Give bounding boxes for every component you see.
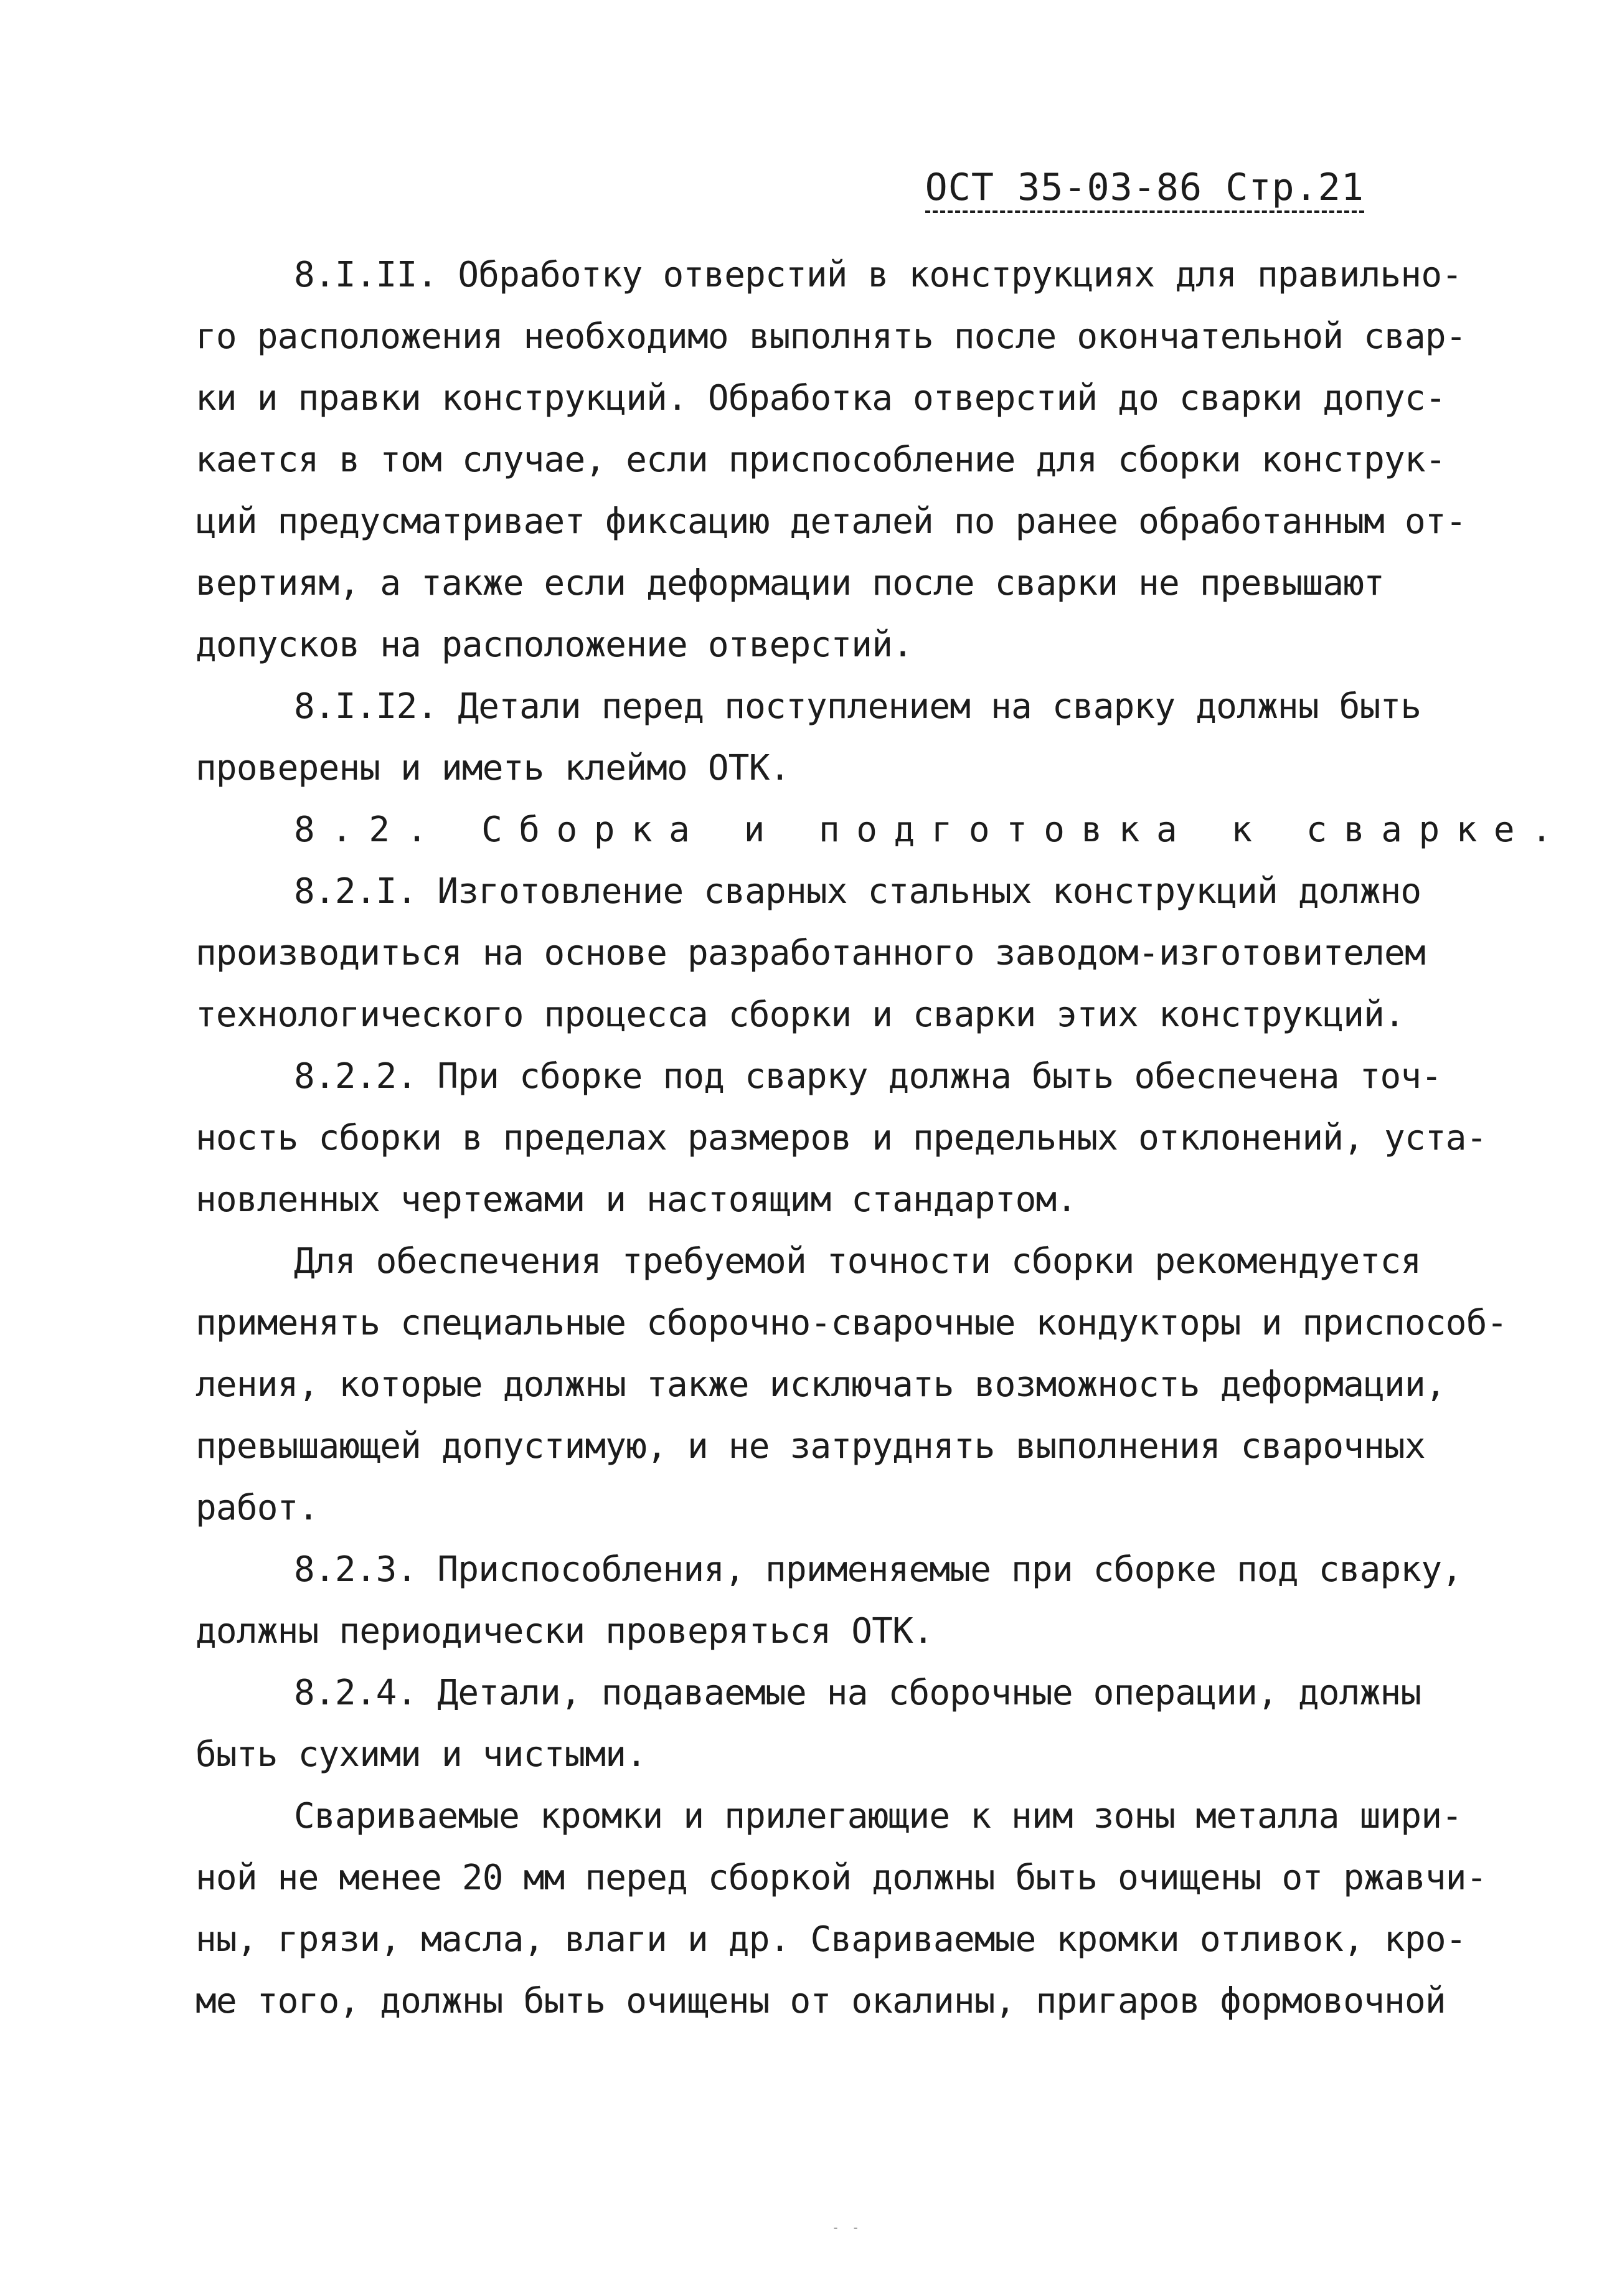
section-heading: 8.2. Сборка и подготовка к сварке. [294,810,1569,850]
footer-mark: - - [832,2220,862,2235]
text-line: 8.2.4. Детали, подаваемые на сборочные операции, должны [294,1673,1421,1713]
text-line: производиться на основе разработанного заводом-изготовителем [196,933,1425,973]
text-line: быть сухими и чистыми. [196,1734,647,1775]
text-line: 8.2.3. Приспособления, применяемые при сборке под сварку, [294,1549,1463,1590]
text-line: ки и правки конструкций. Обработка отверстий до сварки допус- [196,378,1446,418]
text-line: должны периодически проверяться ОТК. [196,1611,933,1651]
text-line: 8.2.I. Изготовление сварных стальных конструкций должно [294,871,1421,912]
text-line: применять специальные сборочно-сварочные кондукторы и приспособ- [196,1303,1507,1343]
text-line: технологического процесса сборки и сварки этих конструкций. [196,994,1405,1035]
text-line: Свариваемые кромки и прилегающие к ним зоны металла шири- [294,1796,1463,1836]
text-line: го расположения необходимо выполнять после окончательной свар- [196,316,1466,357]
text-line: кается в том случае, если приспособление для сборки конструк- [196,440,1446,480]
text-line: работ. [196,1488,319,1528]
text-line: ной не менее 20 мм перед сборкой должны быть очищены от ржавчи- [196,1858,1487,1898]
text-line: ность сборки в пределах размеров и предельных отклонений, уста- [196,1118,1487,1158]
document-body [196,244,1569,2032]
page-header: ОСТ 35-03-86 Стр.21 [925,167,1364,213]
text-line: 8.2.2. При сборке под сварку должна быть обеспечена точ- [294,1056,1442,1097]
text-line: проверены и иметь клеймо ОТК. [196,748,790,788]
text-line: ме того, должны быть очищены от окалины, пригаров формовочной [196,1981,1446,2021]
text-line: ций предусматривает фиксацию деталей по ранее обработанным от- [196,501,1466,542]
text-line: превышающей допустимую, и не затруднять выполнения сварочных [196,1426,1425,1467]
text-line: ны, грязи, масла, влаги и др. Свариваемые кромки отливок, кро- [196,1919,1466,1960]
text-line: допусков на расположение отверстий. [196,625,913,665]
text-line: новленных чертежами и настоящим стандартом. [196,1179,1077,1220]
text-line: ления, которые должны также исключать возможность деформации, [196,1364,1446,1405]
text-line: 8.I.II. Обработку отверстий в конструкциях для правильно- [294,255,1463,295]
text-line: 8.I.I2. Детали перед поступлением на сварку должны быть [294,686,1421,727]
text-line: Для обеспечения требуемой точности сборки рекомендуется [294,1241,1421,1282]
text-line: вертиям, а также если деформации после сварки не превышают [196,563,1385,603]
